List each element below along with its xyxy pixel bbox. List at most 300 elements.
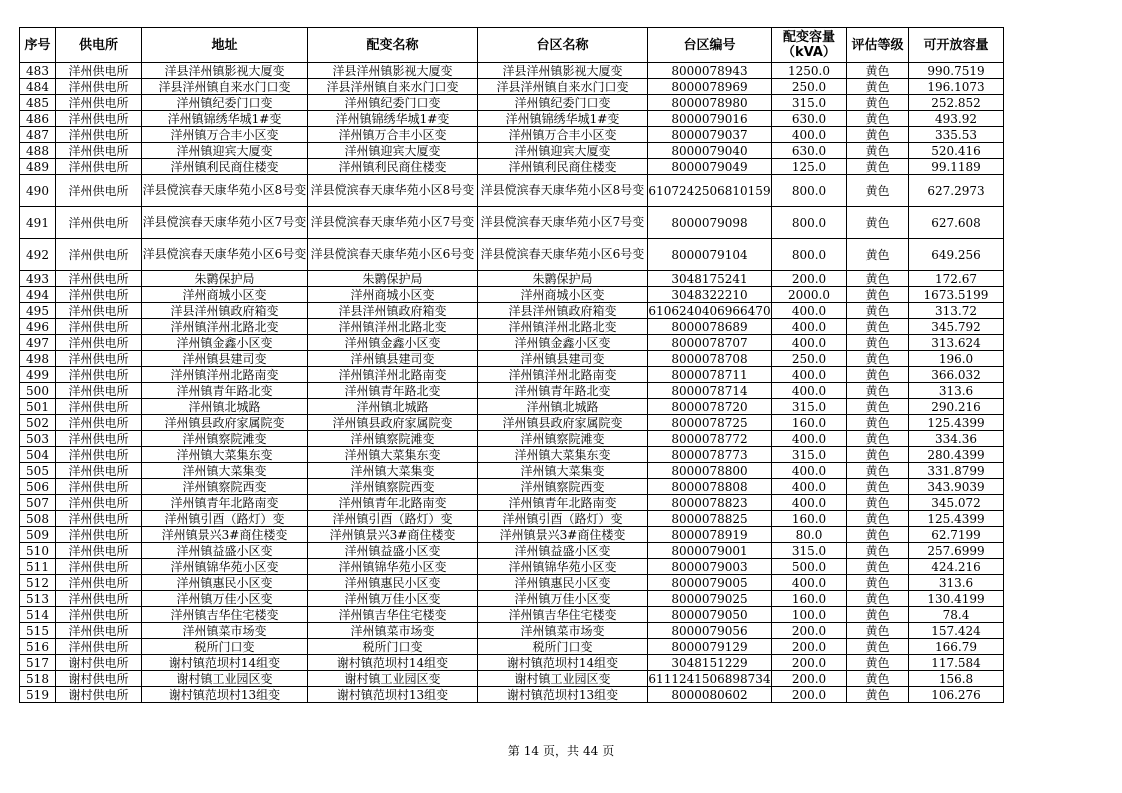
cell-station: 洋州供电所: [56, 559, 142, 575]
cell-open-capacity: 157.424: [909, 623, 1004, 639]
footer-page-number: 14: [523, 744, 539, 758]
cell-station: 洋州供电所: [56, 511, 142, 527]
cell-address: 洋县洋州镇自来水门口变: [142, 79, 308, 95]
cell-rating: 黄色: [847, 383, 909, 399]
cell-area-name: 洋州镇北城路: [478, 399, 648, 415]
cell-station: 洋州供电所: [56, 207, 142, 239]
cell-capacity: 400.0: [772, 431, 847, 447]
cell-station: 洋州供电所: [56, 431, 142, 447]
cell-index: 513: [20, 591, 56, 607]
cell-area-name: 洋州镇益盛小区变: [478, 543, 648, 559]
cell-transformer-name: 洋州镇利民商住楼变: [308, 159, 478, 175]
footer-total-pages: 44: [583, 744, 599, 758]
cell-area-code: 8000078711: [648, 367, 772, 383]
header-rating: 评估等级: [847, 28, 909, 63]
cell-address: 税所门口变: [142, 639, 308, 655]
cell-open-capacity: 345.072: [909, 495, 1004, 511]
cell-index: 515: [20, 623, 56, 639]
table-row: [20, 431, 1004, 447]
cell-capacity: 400.0: [772, 479, 847, 495]
header-area-code: 台区编号: [648, 28, 772, 63]
table-row: [20, 623, 1004, 639]
table-row: [20, 95, 1004, 111]
cell-area-code: 8000079098: [648, 207, 772, 239]
cell-area-name: 洋州镇洋州北路北变: [478, 319, 648, 335]
cell-index: 518: [20, 671, 56, 687]
table-row: [20, 687, 1004, 703]
cell-rating: 黄色: [847, 447, 909, 463]
cell-transformer-name: 税所门口变: [308, 639, 478, 655]
cell-transformer-name: 洋州镇北城路: [308, 399, 478, 415]
cell-capacity: 160.0: [772, 511, 847, 527]
cell-station: 洋州供电所: [56, 79, 142, 95]
cell-transformer-name: 洋州镇菜市场变: [308, 623, 478, 639]
cell-area-code: 8000078707: [648, 335, 772, 351]
cell-address: 洋州镇锦华苑小区变: [142, 559, 308, 575]
cell-index: 502: [20, 415, 56, 431]
table-row: [20, 671, 1004, 687]
cell-station: 洋州供电所: [56, 383, 142, 399]
cell-open-capacity: 125.4399: [909, 511, 1004, 527]
cell-area-code: 8000078969: [648, 79, 772, 95]
cell-area-code: 8000079129: [648, 639, 772, 655]
cell-transformer-name: 洋州镇县建司变: [308, 351, 478, 367]
cell-rating: 黄色: [847, 463, 909, 479]
cell-area-name: 洋州镇青年北路南变: [478, 495, 648, 511]
cell-capacity: 400.0: [772, 127, 847, 143]
cell-rating: 黄色: [847, 591, 909, 607]
cell-capacity: 250.0: [772, 351, 847, 367]
cell-area-code: 8000078808: [648, 479, 772, 495]
cell-index: 492: [20, 239, 56, 271]
cell-index: 501: [20, 399, 56, 415]
cell-area-name: 洋州镇金鑫小区变: [478, 335, 648, 351]
cell-area-name: 洋州镇利民商住楼变: [478, 159, 648, 175]
cell-address: 洋州商城小区变: [142, 287, 308, 303]
cell-rating: 黄色: [847, 111, 909, 127]
cell-area-name: 洋州镇青年路北变: [478, 383, 648, 399]
cell-rating: 黄色: [847, 367, 909, 383]
cell-rating: 黄色: [847, 655, 909, 671]
cell-open-capacity: 130.4199: [909, 591, 1004, 607]
cell-address: 洋县傥滨春天康华苑小区6号变: [142, 239, 308, 271]
cell-rating: 黄色: [847, 543, 909, 559]
table-row: [20, 527, 1004, 543]
header-address: 地址: [142, 28, 308, 63]
cell-area-name: 洋州镇景兴3#商住楼变: [478, 527, 648, 543]
cell-rating: 黄色: [847, 335, 909, 351]
cell-area-code: 6107242506810159: [648, 175, 772, 207]
cell-capacity: 160.0: [772, 415, 847, 431]
cell-address: 朱鹮保护局: [142, 271, 308, 287]
table-row: [20, 335, 1004, 351]
footer-suffix: 页: [602, 744, 615, 758]
cell-address: 洋州镇青年北路南变: [142, 495, 308, 511]
cell-capacity: 80.0: [772, 527, 847, 543]
cell-area-code: 8000078773: [648, 447, 772, 463]
table-row: [20, 415, 1004, 431]
cell-area-name: 洋州镇纪委门口变: [478, 95, 648, 111]
cell-area-code: 8000078772: [648, 431, 772, 447]
cell-transformer-name: 洋州镇锦绣华城1#变: [308, 111, 478, 127]
header-area-name: 台区名称: [478, 28, 648, 63]
cell-area-name: 洋县洋州镇政府箱变: [478, 303, 648, 319]
cell-area-name: 洋州镇万合丰小区变: [478, 127, 648, 143]
cell-rating: 黄色: [847, 495, 909, 511]
cell-capacity: 315.0: [772, 543, 847, 559]
cell-area-code: 6106240406966470: [648, 303, 771, 318]
cell-station: 洋州供电所: [56, 399, 142, 415]
table-row: [20, 319, 1004, 335]
cell-index: 519: [20, 687, 56, 703]
cell-transformer-name: 谢村镇范坝村13组变: [308, 687, 478, 703]
cell-station: 洋州供电所: [56, 463, 142, 479]
table-row: [20, 143, 1004, 159]
cell-area-name: 洋州镇惠民小区变: [478, 575, 648, 591]
cell-open-capacity: 313.72: [909, 303, 1004, 319]
cell-station: 洋州供电所: [56, 335, 142, 351]
cell-capacity: 200.0: [772, 271, 847, 287]
cell-capacity: 400.0: [772, 335, 847, 351]
cell-open-capacity: 627.608: [909, 207, 1004, 239]
cell-area-code: 3048322210: [648, 287, 772, 303]
cell-area-name: 洋州镇洋州北路南变: [478, 367, 648, 383]
cell-station: 洋州供电所: [56, 495, 142, 511]
cell-area-code: 8000079050: [648, 607, 772, 623]
cell-open-capacity: 166.79: [909, 639, 1004, 655]
cell-open-capacity: 627.2973: [909, 175, 1004, 207]
cell-capacity: 2000.0: [772, 287, 847, 303]
cell-address: 洋州镇吉华住宅楼变: [142, 607, 308, 623]
cell-area-name: 洋州镇引酉（路灯）变: [478, 511, 648, 527]
cell-open-capacity: 280.4399: [909, 447, 1004, 463]
cell-rating: 黄色: [847, 239, 909, 271]
cell-rating: 黄色: [847, 79, 909, 95]
capacity-table: [19, 27, 1004, 703]
cell-open-capacity: 520.416: [909, 143, 1004, 159]
header-index: 序号: [20, 28, 56, 63]
cell-capacity: 400.0: [772, 367, 847, 383]
cell-area-code: 8000078919: [648, 527, 772, 543]
cell-rating: 黄色: [847, 351, 909, 367]
cell-rating: 黄色: [847, 63, 909, 79]
cell-area-code: 8000078825: [648, 511, 772, 527]
cell-rating: 黄色: [847, 687, 909, 703]
table-row: [20, 655, 1004, 671]
cell-transformer-name: 洋州镇吉华住宅楼变: [308, 607, 478, 623]
table-row: [20, 383, 1004, 399]
cell-transformer-name: 洋州商城小区变: [308, 287, 478, 303]
cell-capacity: 630.0: [772, 111, 847, 127]
cell-transformer-name: 洋州镇迎宾大厦变: [308, 143, 478, 159]
cell-index: 497: [20, 335, 56, 351]
cell-area-code: 8000078708: [648, 351, 772, 367]
cell-index: 508: [20, 511, 56, 527]
cell-address: 洋州镇大菜集变: [142, 463, 308, 479]
cell-area-code: 8000079040: [648, 143, 772, 159]
cell-index: 506: [20, 479, 56, 495]
cell-station: 洋州供电所: [56, 271, 142, 287]
cell-address: 洋州镇迎宾大厦变: [142, 143, 308, 159]
cell-open-capacity: 196.0: [909, 351, 1004, 367]
cell-index: 499: [20, 367, 56, 383]
cell-open-capacity: 990.7519: [909, 63, 1004, 79]
cell-rating: 黄色: [847, 159, 909, 175]
table-row: [20, 207, 1004, 239]
header-transformer-name: 配变名称: [308, 28, 478, 63]
cell-open-capacity: 335.53: [909, 127, 1004, 143]
cell-area-code: 8000079003: [648, 559, 772, 575]
table-row: [20, 479, 1004, 495]
cell-area-name: 朱鹮保护局: [478, 271, 648, 287]
cell-index: 484: [20, 79, 56, 95]
cell-index: 493: [20, 271, 56, 287]
table-row: [20, 639, 1004, 655]
cell-transformer-name: 洋县洋州镇影视大厦变: [308, 63, 478, 79]
cell-area-name: 洋州镇县建司变: [478, 351, 648, 367]
cell-open-capacity: 424.216: [909, 559, 1004, 575]
cell-station: 谢村供电所: [56, 655, 142, 671]
cell-rating: 黄色: [847, 511, 909, 527]
cell-address: 洋州镇纪委门口变: [142, 95, 308, 111]
cell-address: 洋州镇北城路: [142, 399, 308, 415]
table-row: [20, 367, 1004, 383]
cell-address: 洋州镇察院滩变: [142, 431, 308, 447]
cell-rating: 黄色: [847, 399, 909, 415]
cell-capacity: 400.0: [772, 495, 847, 511]
cell-station: 谢村供电所: [56, 687, 142, 703]
cell-open-capacity: 493.92: [909, 111, 1004, 127]
footer-mid: 页，共: [542, 744, 579, 758]
cell-station: 洋州供电所: [56, 527, 142, 543]
cell-address: 洋州镇万佳小区变: [142, 591, 308, 607]
cell-station: 洋州供电所: [56, 639, 142, 655]
table-row: [20, 111, 1004, 127]
cell-station: 洋州供电所: [56, 303, 142, 319]
cell-capacity: 400.0: [772, 303, 847, 319]
cell-capacity: 200.0: [772, 687, 847, 703]
cell-index: 509: [20, 527, 56, 543]
cell-address: 谢村镇工业园区变: [142, 671, 308, 687]
cell-transformer-name: 洋州镇洋州北路北变: [308, 319, 478, 335]
cell-transformer-name: 洋州镇大菜集东变: [308, 447, 478, 463]
cell-station: 洋州供电所: [56, 623, 142, 639]
cell-index: 507: [20, 495, 56, 511]
cell-area-code: 8000079056: [648, 623, 772, 639]
cell-index: 510: [20, 543, 56, 559]
cell-index: 486: [20, 111, 56, 127]
cell-open-capacity: 106.276: [909, 687, 1004, 703]
cell-open-capacity: 313.624: [909, 335, 1004, 351]
cell-rating: 黄色: [847, 479, 909, 495]
cell-area-code: 8000078943: [648, 63, 772, 79]
cell-capacity: 250.0: [772, 79, 847, 95]
cell-open-capacity: 345.792: [909, 319, 1004, 335]
table-row: [20, 543, 1004, 559]
cell-index: 496: [20, 319, 56, 335]
cell-index: 483: [20, 63, 56, 79]
cell-transformer-name: 洋州镇益盛小区变: [308, 543, 478, 559]
table-row: [20, 303, 1004, 319]
table-row: [20, 239, 1004, 271]
cell-index: 498: [20, 351, 56, 367]
cell-area-name: 洋州镇吉华住宅楼变: [478, 607, 648, 623]
cell-transformer-name: 谢村镇工业园区变: [308, 671, 478, 687]
cell-rating: 黄色: [847, 319, 909, 335]
cell-station: 洋州供电所: [56, 159, 142, 175]
cell-station: 洋州供电所: [56, 175, 142, 207]
cell-area-name: 谢村镇范坝村13组变: [478, 687, 648, 703]
cell-capacity: 400.0: [772, 463, 847, 479]
cell-area-code: 8000079005: [648, 575, 772, 591]
cell-area-code: 8000078800: [648, 463, 772, 479]
cell-transformer-name: 洋州镇锦华苑小区变: [308, 559, 478, 575]
cell-capacity: 315.0: [772, 399, 847, 415]
cell-capacity: 125.0: [772, 159, 847, 175]
cell-area-code: 8000078823: [648, 495, 772, 511]
cell-capacity: 160.0: [772, 591, 847, 607]
table-row: [20, 463, 1004, 479]
cell-area-name: 洋州商城小区变: [478, 287, 648, 303]
cell-transformer-name: 洋州镇察院西变: [308, 479, 478, 495]
cell-rating: 黄色: [847, 527, 909, 543]
cell-area-name: 洋州镇迎宾大厦变: [478, 143, 648, 159]
cell-address: 洋县傥滨春天康华苑小区7号变: [142, 207, 308, 239]
cell-index: 512: [20, 575, 56, 591]
cell-transformer-name: 洋州镇金鑫小区变: [308, 335, 478, 351]
cell-capacity: 200.0: [772, 639, 847, 655]
cell-address: 洋州镇青年路北变: [142, 383, 308, 399]
cell-rating: 黄色: [847, 143, 909, 159]
table-row: [20, 79, 1004, 95]
table-row: [20, 607, 1004, 623]
cell-area-code: 8000079016: [648, 111, 772, 127]
cell-address: 洋县傥滨春天康华苑小区8号变: [142, 175, 308, 207]
cell-transformer-name: 洋州镇大菜集变: [308, 463, 478, 479]
cell-capacity: 100.0: [772, 607, 847, 623]
cell-station: 洋州供电所: [56, 591, 142, 607]
cell-area-name: 洋县洋州镇影视大厦变: [478, 63, 648, 79]
cell-address: 洋县洋州镇政府箱变: [142, 303, 308, 319]
cell-area-name: 洋州镇万佳小区变: [478, 591, 648, 607]
cell-address: 洋州镇县政府家属院变: [142, 415, 308, 431]
cell-index: 487: [20, 127, 56, 143]
cell-address: 洋州镇引酉（路灯）变: [142, 511, 308, 527]
cell-transformer-name: 洋县洋州镇自来水门口变: [308, 79, 478, 95]
table-header-row: [20, 28, 1004, 63]
cell-index: 517: [20, 655, 56, 671]
cell-capacity: 400.0: [772, 383, 847, 399]
cell-index: 489: [20, 159, 56, 175]
cell-area-code: 8000078714: [648, 383, 772, 399]
header-station: 供电所: [56, 28, 142, 63]
cell-area-code: 8000078980: [648, 95, 772, 111]
cell-capacity: 315.0: [772, 95, 847, 111]
cell-index: 514: [20, 607, 56, 623]
cell-open-capacity: 156.8: [909, 671, 1004, 687]
cell-transformer-name: 洋州镇纪委门口变: [308, 95, 478, 111]
cell-rating: 黄色: [847, 303, 909, 319]
cell-index: 511: [20, 559, 56, 575]
cell-area-name: 洋州镇锦绣华城1#变: [478, 111, 648, 127]
cell-index: 500: [20, 383, 56, 399]
table-row: [20, 287, 1004, 303]
cell-index: 504: [20, 447, 56, 463]
cell-station: 洋州供电所: [56, 607, 142, 623]
cell-address: 洋州镇景兴3#商住楼变: [142, 527, 308, 543]
cell-station: 洋州供电所: [56, 63, 142, 79]
cell-open-capacity: 99.1189: [909, 159, 1004, 175]
cell-area-name: 谢村镇范坝村14组变: [478, 655, 648, 671]
cell-capacity: 315.0: [772, 447, 847, 463]
cell-transformer-name: 洋县傥滨春天康华苑小区6号变: [308, 239, 478, 271]
cell-rating: 黄色: [847, 175, 909, 207]
cell-capacity: 200.0: [772, 623, 847, 639]
cell-rating: 黄色: [847, 95, 909, 111]
header-open-capacity: 可开放容量: [909, 28, 1004, 63]
cell-open-capacity: 290.216: [909, 399, 1004, 415]
cell-station: 洋州供电所: [56, 479, 142, 495]
cell-station: 洋州供电所: [56, 447, 142, 463]
cell-transformer-name: 洋县傥滨春天康华苑小区7号变: [308, 207, 478, 239]
cell-station: 洋州供电所: [56, 143, 142, 159]
table-row: [20, 351, 1004, 367]
cell-open-capacity: 117.584: [909, 655, 1004, 671]
cell-station: 洋州供电所: [56, 543, 142, 559]
cell-area-code: 8000080602: [648, 687, 772, 703]
cell-address: 谢村镇范坝村13组变: [142, 687, 308, 703]
cell-area-name: 税所门口变: [478, 639, 648, 655]
cell-rating: 黄色: [847, 271, 909, 287]
cell-station: 洋州供电所: [56, 319, 142, 335]
cell-capacity: 800.0: [772, 207, 847, 239]
cell-transformer-name: 洋州镇洋州北路南变: [308, 367, 478, 383]
cell-address: 洋州镇察院西变: [142, 479, 308, 495]
cell-open-capacity: 125.4399: [909, 415, 1004, 431]
cell-area-name: 洋县洋州镇自来水门口变: [478, 79, 648, 95]
cell-open-capacity: 313.6: [909, 383, 1004, 399]
cell-area-code: 3048151229: [648, 655, 772, 671]
cell-area-name: 洋州镇锦华苑小区变: [478, 559, 648, 575]
cell-open-capacity: 343.9039: [909, 479, 1004, 495]
cell-address: 洋州镇金鑫小区变: [142, 335, 308, 351]
page-footer: [0, 742, 1122, 759]
cell-capacity: 800.0: [772, 239, 847, 271]
table-row: [20, 271, 1004, 287]
cell-address: 洋州镇利民商住楼变: [142, 159, 308, 175]
cell-address: 洋州镇菜市场变: [142, 623, 308, 639]
cell-capacity: 630.0: [772, 143, 847, 159]
table-row: [20, 447, 1004, 463]
cell-transformer-name: 洋州镇景兴3#商住楼变: [308, 527, 478, 543]
cell-area-code: 8000079025: [648, 591, 772, 607]
table-row: [20, 175, 1004, 207]
cell-area-name: 洋州镇察院滩变: [478, 431, 648, 447]
cell-rating: 黄色: [847, 639, 909, 655]
cell-station: 洋州供电所: [56, 415, 142, 431]
cell-address: 洋州镇锦绣华城1#变: [142, 111, 308, 127]
cell-capacity: 400.0: [772, 319, 847, 335]
cell-station: 洋州供电所: [56, 127, 142, 143]
cell-index: 491: [20, 207, 56, 239]
cell-index: 495: [20, 303, 56, 319]
cell-station: 洋州供电所: [56, 367, 142, 383]
cell-transformer-name: 洋州镇万佳小区变: [308, 591, 478, 607]
cell-station: 洋州供电所: [56, 351, 142, 367]
cell-address: 洋州镇万合丰小区变: [142, 127, 308, 143]
cell-open-capacity: 366.032: [909, 367, 1004, 383]
cell-transformer-name: 洋州镇察院滩变: [308, 431, 478, 447]
